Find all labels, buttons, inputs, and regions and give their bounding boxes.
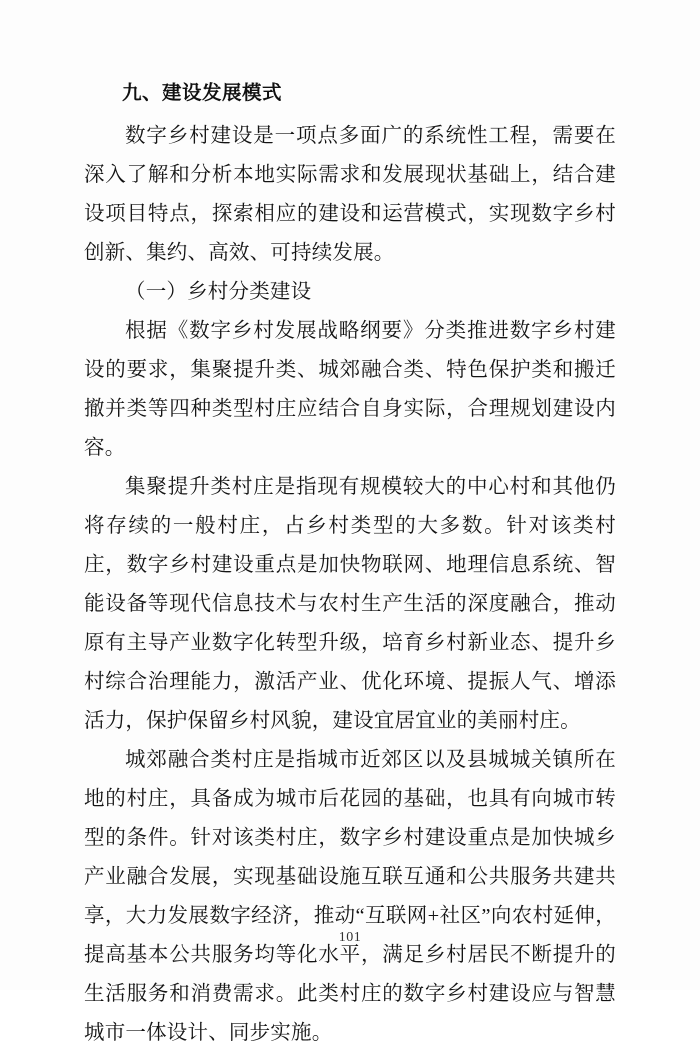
paragraph-aggregation-villages: 集聚提升类村庄是指现有规模较大的中心村和其他仍将存续的一般村庄，占乡村类型的大多数。针对该类村庄，数字乡村建设重点是加快物联网、地理信息系统、智能设备等现代信息技术与农村生产生活的深度融合，推动原有主导产业数字化转型升级，培育乡村新业态、提升乡村综合治理能力，激活产业、优化环境、提振人气、增添活力，保护保留乡村风貌，建设宜居宜业的美丽村庄。 bbox=[84, 476, 616, 733]
paragraph-intro: 数字乡村建设是一项点多面广的系统性工程，需要在深入了解和分析本地实际需求和发展现状基础上，结合建设项目特点，探索相应的建设和运营模式，实现数字乡村创新、集约、高效、可持续发展。 bbox=[84, 125, 616, 265]
page-number: 101 bbox=[338, 930, 362, 945]
paragraph-classification-requirements: 根据《数字乡村发展战略纲要》分类推进数字乡村建设的要求，集聚提升类、城郊融合类、特色保护类和搬迁撤并类等四种类型村庄应结合自身实际，合理规划建设内容。 bbox=[84, 320, 616, 460]
paragraph-suburban-villages: 城郊融合类村庄是指城市近郊区以及县城城关镇所在地的村庄，具备成为城市后花园的基础，也具有向城市转型的条件。针对该类村庄，数字乡村建设重点是加快城乡产业融合发展，实现基础设施互联互通和公共服务共建共享，大力发展数字经济，推动“互联网+社区”向农村延伸，提高基本公共服务均等化水平，满足乡村居民不断提升的生活服务和消费需求。此类村庄的数字乡村建设应与智慧城市一体设计、同步实施。 bbox=[84, 749, 616, 1045]
document-body bbox=[84, 78, 616, 1053]
subsection-title: （一）乡村分类建设 bbox=[125, 281, 312, 304]
page-title: 九、建设发展模式 bbox=[122, 81, 283, 104]
